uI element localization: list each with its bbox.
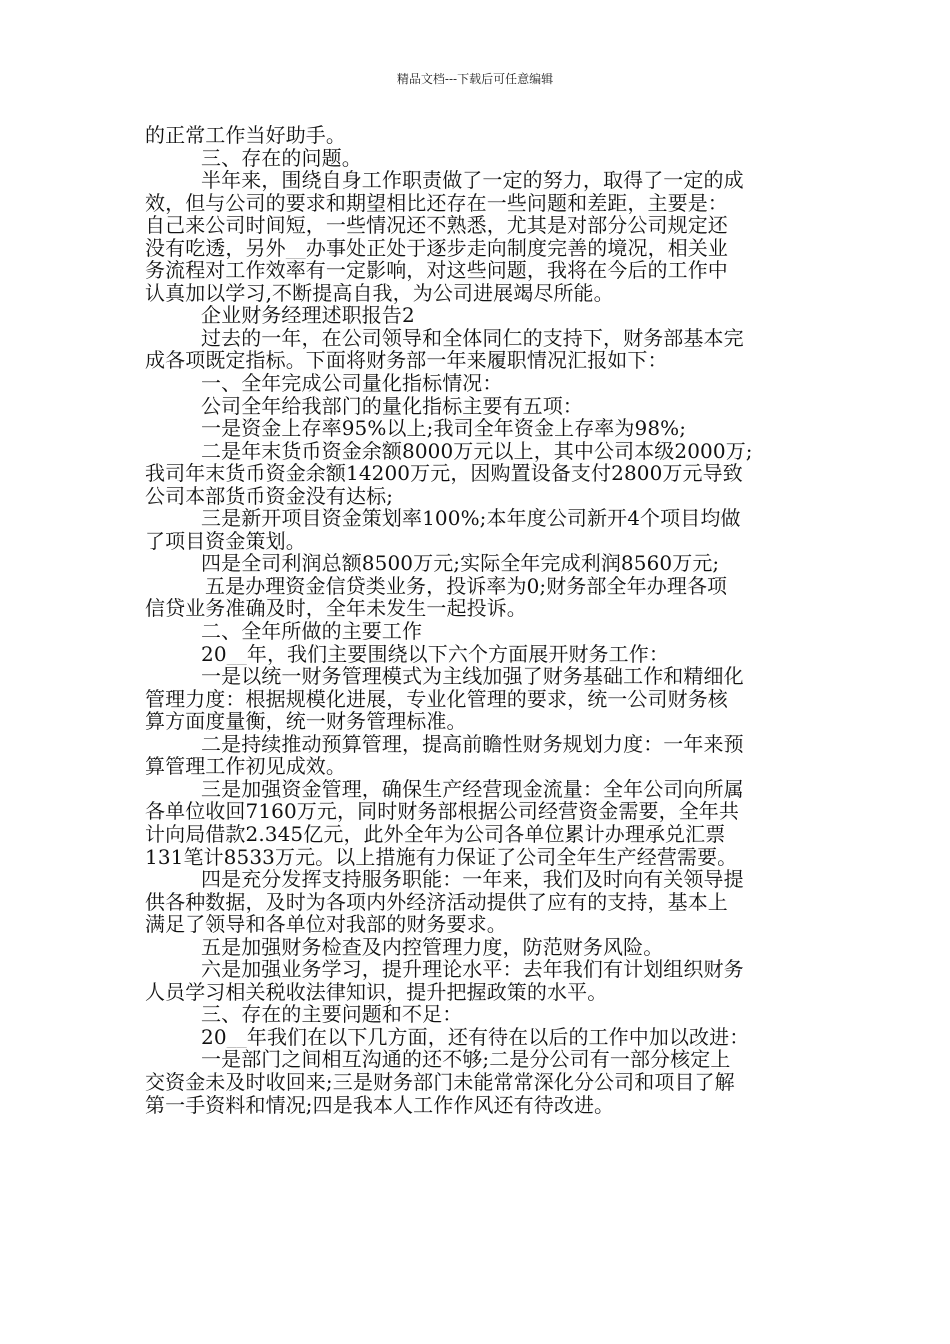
text-line: 二是持续推动预算管理，提高前瞻性财务规划力度：一年来预 xyxy=(201,732,744,756)
text-line: 公司本部货币资金没有达标; xyxy=(145,484,394,508)
text-line: 过去的一年，在公司领导和全体同仁的支持下，财务部基本完 xyxy=(201,326,744,350)
text-line: 的正常工作当好助手。 xyxy=(145,124,346,147)
text-line: 五是办理资金信贷类业务，投诉率为0;财务部全年办理各项 xyxy=(205,574,728,598)
text-line: 20__年我们在以下几方面，还有待在以后的工作中加以改进： xyxy=(201,1025,750,1049)
text-line: 四是充分发挥支持服务职能：一年来，我们及时向有关领导提 xyxy=(201,868,744,891)
document-body xyxy=(145,124,810,1116)
text-line: 人员学习相关税收法律知识，提升把握政策的水平。 xyxy=(145,980,608,1004)
text-line: 三、存在的主要问题和不足： xyxy=(201,1003,463,1026)
text-line: 半年来，围绕自身工作职责做了一定的努力，取得了一定的成 xyxy=(201,169,744,192)
text-line: 131笔计8533万元。以上措施有力保证了公司全年生产经营需要。 xyxy=(145,845,738,869)
text-line: 二、全年所做的主要工作 xyxy=(201,620,423,643)
text-line: 四是全司利润总额8500万元;实际全年完成利润8560万元; xyxy=(201,552,720,575)
text-line: 20__年，我们主要围绕以下六个方面展开财务工作： xyxy=(201,642,669,666)
text-line: 没有吃透，另外__办事处正处于逐步走向制度完善的境况，相关业 xyxy=(145,236,728,260)
text-line: 一、全年完成公司量化指标情况： xyxy=(201,372,503,395)
text-line: 供各种数据，及时为各项内外经济活动提供了应有的支持，基本上 xyxy=(145,890,728,914)
text-line: 算管理工作初见成效。 xyxy=(145,755,346,778)
text-line: 信贷业务准确及时，全年未发生一起投诉。 xyxy=(145,597,527,621)
text-line: 三是新开项目资金策划率100%;本年度公司新开4个项目均做 xyxy=(201,507,741,530)
text-line: 管理力度：根据规模化进展，专业化管理的要求，统一公司财务核 xyxy=(145,687,728,711)
text-line: 六是加强业务学习，提升理论水平：去年我们有计划组织财务 xyxy=(201,958,744,981)
text-line: 务流程对工作效率有一定影响，对这些问题，我将在今后的工作中 xyxy=(145,259,728,282)
text-line: 一是以统一财务管理模式为主线加强了财务基础工作和精细化 xyxy=(201,665,744,688)
text-line: 一是部门之间相互沟通的还不够;二是分公司有一部分核定上 xyxy=(201,1048,731,1071)
text-line: 企业财务经理述职报告2 xyxy=(201,304,415,327)
text-line: 三、存在的问题。 xyxy=(201,146,362,170)
text-line: 认真加以学习,不断提高自我，为公司进展竭尽所能。 xyxy=(145,281,614,305)
text-line: 我司年末货币资金余额14200万元，因购置设备支付2800万元导致 xyxy=(145,462,743,485)
text-line: 自己来公司时间短，一些情况还不熟悉，尤其是对部分公司规定还 xyxy=(145,214,728,237)
text-line: 交资金未及时收回来;三是财务部门未能常常深化分公司和项目了解 xyxy=(145,1070,735,1094)
text-line: 满足了领导和各单位对我部的财务要求。 xyxy=(145,913,507,936)
text-line: 第一手资料和情况;四是我本人工作作风还有待改进。 xyxy=(145,1093,615,1117)
text-line: 五是加强财务检查及内控管理力度，防范财务风险。 xyxy=(201,935,664,959)
text-line: 效，但与公司的要求和期望相比还存在一些问题和差距，主要是： xyxy=(145,191,728,215)
text-line: 成各项既定指标。下面将财务部一年来履职情况汇报如下： xyxy=(145,349,668,373)
text-line: 算方面度量衡，统一财务管理标准。 xyxy=(145,710,467,733)
text-line: 三是加强资金管理，确保生产经营现金流量：全年公司向所属 xyxy=(201,777,744,801)
text-line: 各单位收回7160万元，同时财务部根据公司经营资金需要，全年共 xyxy=(145,800,739,823)
text-line: 公司全年给我部门的量化指标主要有五项： xyxy=(201,394,583,418)
page-header: 精品文档---下载后可任意编辑 xyxy=(396,72,554,86)
text-line: 了项目资金策划。 xyxy=(145,529,306,553)
text-line: 二是年末货币资金余额8000万元以上，其中公司本级2000万; xyxy=(201,439,753,463)
text-line: 一是资金上存率95%以上;我司全年资金上存率为98%; xyxy=(201,417,687,440)
text-line: 计向局借款2.345亿元，此外全年为公司各单位累计办理承兑汇票 xyxy=(145,822,726,846)
